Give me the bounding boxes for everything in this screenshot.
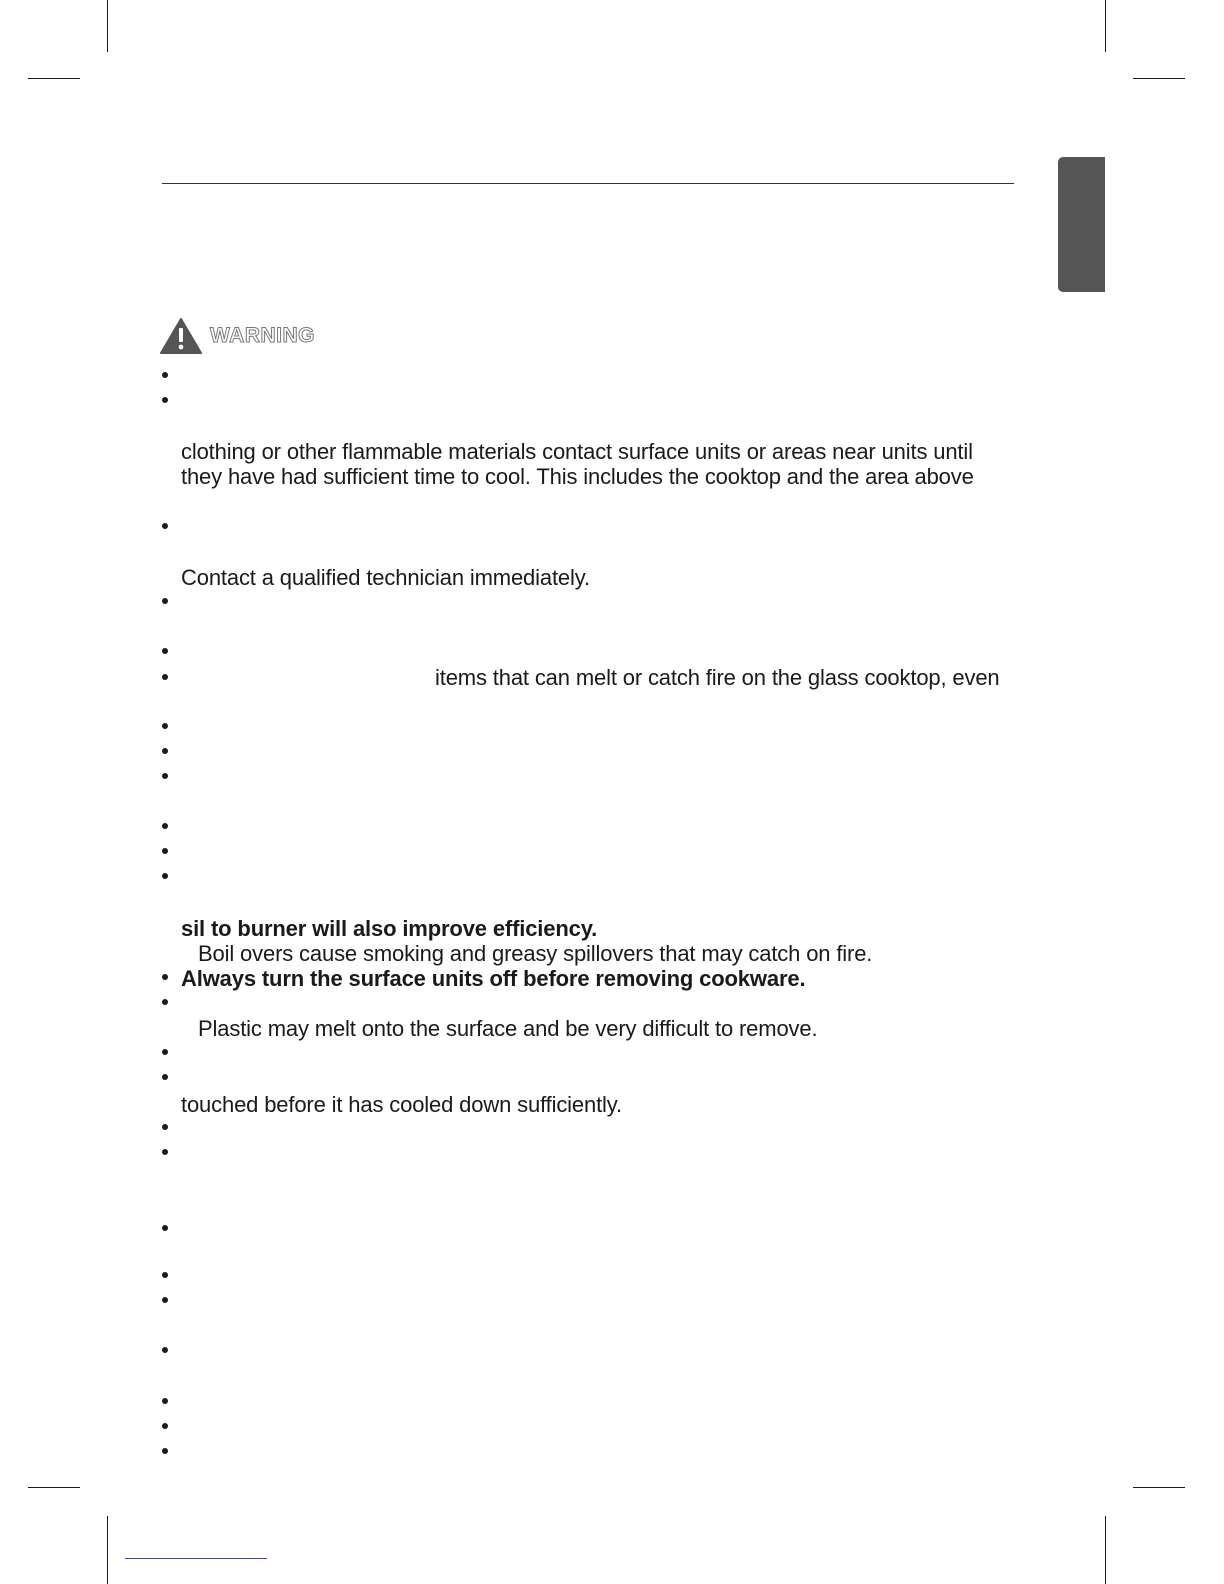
list-bullet — [162, 1398, 170, 1406]
warning-triangle-icon — [160, 318, 202, 354]
list-bullet — [162, 773, 170, 781]
crop-mark — [1105, 0, 1106, 52]
list-bullet — [162, 397, 170, 405]
text-line: clothing or other flammable materials contact surface units or areas near units until — [181, 439, 973, 464]
list-bullet — [162, 1297, 170, 1305]
list-bullet — [162, 873, 170, 881]
crop-mark — [107, 0, 108, 52]
list-bullet — [162, 598, 170, 606]
list-bullet — [162, 523, 170, 531]
crop-mark — [1133, 78, 1185, 79]
text-line: items that can melt or catch fire on the glass cooktop, even — [435, 665, 1000, 690]
footer-link-underline — [125, 1558, 267, 1559]
list-bullet — [162, 1423, 170, 1431]
list-bullet — [162, 1225, 170, 1233]
list-bullet — [162, 848, 170, 856]
text-line: Boil overs cause smoking and greasy spillovers that may catch on fire. — [198, 941, 873, 966]
warning-label: WARNING — [210, 324, 315, 347]
text-line: Plastic may melt onto the surface and be very difficult to remove. — [198, 1016, 818, 1041]
list-bullet — [162, 974, 170, 982]
crop-mark — [1105, 1516, 1106, 1584]
header-rule — [162, 183, 1014, 184]
text-line: Contact a qualified technician immediately. — [181, 565, 590, 590]
list-bullet — [162, 674, 170, 682]
list-bullet — [162, 1049, 170, 1057]
list-bullet — [162, 723, 170, 731]
text-line: sil to burner will also improve efficiency. — [181, 916, 598, 941]
list-bullet — [162, 1272, 170, 1280]
list-bullet — [162, 823, 170, 831]
text-line: they have had sufficient time to cool. This includes the cooktop and the area above — [181, 464, 974, 489]
list-bullet — [162, 1149, 170, 1157]
warning-heading — [160, 318, 315, 354]
crop-mark — [1133, 1487, 1185, 1488]
list-bullet — [162, 1074, 170, 1082]
list-bullet — [162, 748, 170, 756]
crop-mark — [28, 1487, 80, 1488]
list-bullet — [162, 648, 170, 656]
list-bullet — [162, 1347, 170, 1355]
text-line: Always turn the surface units off before removing cookware. — [181, 966, 806, 991]
list-bullet — [162, 1124, 170, 1132]
list-bullet — [162, 1448, 170, 1456]
crop-mark — [28, 78, 80, 79]
list-bullet — [162, 999, 170, 1007]
section-tab — [1058, 157, 1105, 292]
crop-mark — [107, 1516, 108, 1584]
list-bullet — [162, 372, 170, 380]
text-line: touched before it has cooled down sufficiently. — [181, 1092, 622, 1117]
